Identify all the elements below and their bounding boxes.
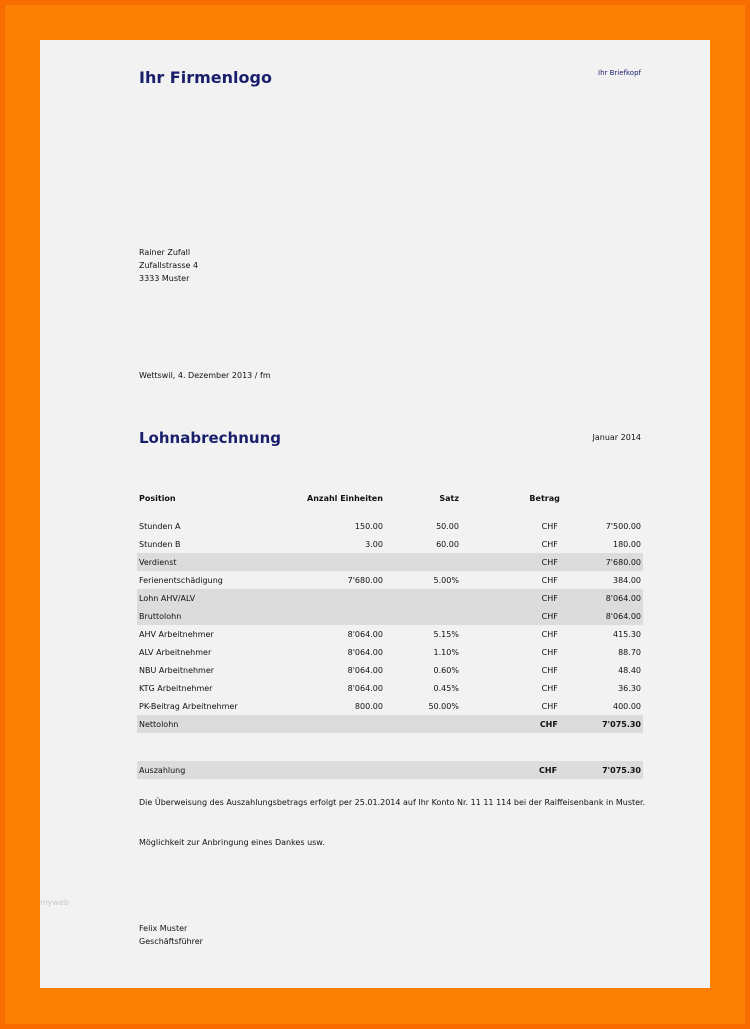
table-row <box>137 517 643 535</box>
cell-rate: 50.00 <box>436 521 459 531</box>
cell-units: 8'064.00 <box>347 629 383 639</box>
recipient-city: 3333 Muster <box>139 274 190 283</box>
cell-units: 3.00 <box>365 539 383 549</box>
cell-position: Lohn AHV/ALV <box>137 589 270 607</box>
transfer-note: Die Überweisung des Auszahlungsbetrags erfolgt per 25.01.2014 auf Ihr Konto Nr. 11 11 114 bei der Raiffeisenbank in Muster. <box>139 798 646 807</box>
cell-position: Nettolohn <box>137 715 270 733</box>
signature-block <box>139 922 203 948</box>
table-row <box>137 661 643 679</box>
cell-amount: 48.40 <box>618 665 641 675</box>
pay-period: Januar 2014 <box>592 433 641 442</box>
cell-units <box>270 607 385 625</box>
column-header-amount: Betrag <box>529 493 560 503</box>
cell-position: Verdienst <box>137 553 270 571</box>
cell-currency: CHF <box>461 607 560 625</box>
cell-units: 800.00 <box>354 701 383 711</box>
cell-amount: 7'680.00 <box>560 553 643 571</box>
table-row <box>137 679 643 697</box>
payout-label: Auszahlung <box>137 761 269 779</box>
table-row <box>137 607 643 625</box>
cell-currency: CHF <box>541 575 558 585</box>
recipient-name: Rainer Zufall <box>139 248 191 257</box>
payout-currency: CHF <box>459 761 559 779</box>
cell-rate: 1.10% <box>433 647 459 657</box>
cell-rate <box>385 607 461 625</box>
cell-amount: 180.00 <box>613 539 641 549</box>
cell-currency: CHF <box>461 589 560 607</box>
cell-units: 8'064.00 <box>347 683 383 693</box>
cell-amount: 384.00 <box>613 575 641 585</box>
cell-amount: 36.30 <box>618 683 641 693</box>
cell-rate: 50.00% <box>428 701 459 711</box>
payout-row-table <box>137 761 643 779</box>
cell-currency: CHF <box>461 553 560 571</box>
cell-position: NBU Arbeitnehmer <box>139 665 215 675</box>
watermark-text: myweb <box>40 898 70 907</box>
payout-row <box>137 761 643 779</box>
cell-position: Ferienentschädigung <box>139 575 223 585</box>
cell-units <box>270 553 385 571</box>
table-row <box>137 589 643 607</box>
cell-units <box>270 589 385 607</box>
recipient-address <box>139 246 198 285</box>
cell-currency: CHF <box>541 701 558 711</box>
signer-name: Felix Muster <box>139 924 188 933</box>
cell-rate: 0.45% <box>433 683 459 693</box>
cell-amount: 7'075.30 <box>560 715 643 733</box>
cell-position: KTG Arbeitnehmer <box>139 683 213 693</box>
cell-rate <box>385 715 461 733</box>
table-row <box>137 625 643 643</box>
column-header-rate: Satz <box>439 493 459 503</box>
cell-position: ALV Arbeitnehmer <box>139 647 212 657</box>
cell-amount: 415.30 <box>613 629 641 639</box>
table-row <box>137 571 643 589</box>
cell-currency: CHF <box>461 715 560 733</box>
column-header-position: Position <box>139 493 176 503</box>
cell-currency: CHF <box>541 683 558 693</box>
payout-amount: 7'075.30 <box>559 761 643 779</box>
cell-units <box>270 715 385 733</box>
cell-units: 8'064.00 <box>347 647 383 657</box>
cell-rate <box>385 589 461 607</box>
header-spacer <box>137 507 643 517</box>
table-row <box>137 715 643 733</box>
table-row <box>137 553 643 571</box>
cell-rate: 5.15% <box>433 629 459 639</box>
cell-units: 150.00 <box>354 521 383 531</box>
cell-rate: 5.00% <box>433 575 459 585</box>
table-row <box>137 535 643 553</box>
table-row <box>137 697 643 715</box>
table-body <box>137 517 643 733</box>
recipient-street: Zufallstrasse 4 <box>139 261 199 270</box>
cell-amount: 7'500.00 <box>605 521 641 531</box>
cell-rate: 60.00 <box>436 539 459 549</box>
document-title: Lohnabrechnung <box>139 429 281 447</box>
letterhead-label: Ihr Briefkopf <box>598 69 641 77</box>
thanks-note: Möglichkeit zur Anbringung eines Dankes usw. <box>139 838 325 847</box>
table-header-row <box>137 489 643 507</box>
cell-amount: 88.70 <box>618 647 641 657</box>
cell-currency: CHF <box>541 521 558 531</box>
table-row <box>137 643 643 661</box>
cell-rate: 0.60% <box>433 665 459 675</box>
cell-currency: CHF <box>541 665 558 675</box>
cell-amount: 8'064.00 <box>560 589 643 607</box>
cell-amount: 8'064.00 <box>560 607 643 625</box>
place-date-line: Wettswil, 4. Dezember 2013 / fm <box>139 371 271 380</box>
signer-title: Geschäftsführer <box>139 937 203 946</box>
cell-amount: 400.00 <box>613 701 641 711</box>
payroll-table <box>137 489 643 733</box>
cell-currency: CHF <box>541 647 558 657</box>
cell-units: 7'680.00 <box>347 575 383 585</box>
column-header-empty <box>560 489 643 507</box>
cell-rate <box>385 553 461 571</box>
cell-position: Stunden A <box>139 521 181 531</box>
document-sheet <box>40 40 710 988</box>
cell-position: Stunden B <box>139 539 181 549</box>
cell-position: PK-Beitrag Arbeitnehmer <box>139 701 238 711</box>
company-logo-text: Ihr Firmenlogo <box>139 68 272 87</box>
cell-units: 8'064.00 <box>347 665 383 675</box>
cell-position: Bruttolohn <box>137 607 270 625</box>
column-header-units: Anzahl Einheiten <box>307 493 383 503</box>
cell-currency: CHF <box>541 539 558 549</box>
cell-currency: CHF <box>541 629 558 639</box>
cell-position: AHV Arbeitnehmer <box>139 629 214 639</box>
